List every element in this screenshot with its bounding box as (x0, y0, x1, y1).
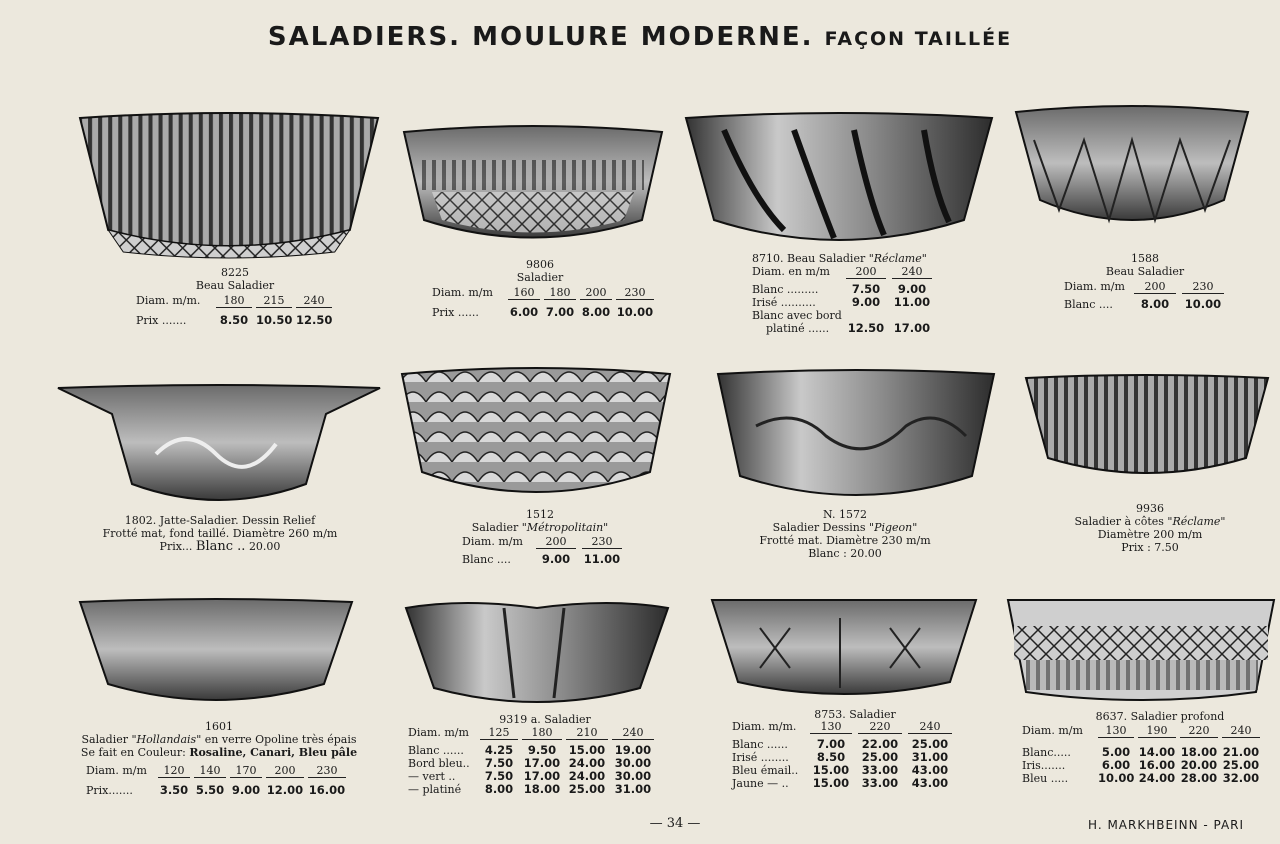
line1-9936: Saladier à côtes (1074, 515, 1164, 528)
quoted-1572: "Pigeon" (869, 521, 918, 534)
table-8225 (136, 294, 332, 327)
diam-label: Diam. m/m. (732, 720, 797, 733)
price-cell: 10.00 (1184, 297, 1222, 311)
size-cell: 130 (1098, 724, 1134, 738)
line1b-1601: en verre Opoline très épais (204, 733, 357, 746)
ref-1512: 1512 (526, 508, 554, 521)
price-cell: 9.00 (541, 552, 571, 566)
caption-8225 (130, 266, 340, 292)
price-label: Blanc .... (1064, 298, 1113, 311)
bowl-1601-illustration (78, 596, 354, 708)
size-cell: 180 (544, 286, 576, 300)
size-cell: 200 (1134, 280, 1176, 294)
price-cell: 10.00 (616, 305, 654, 319)
price-cell: 7.00 (816, 737, 846, 751)
row-label: — platiné (408, 783, 462, 796)
table-8710 (752, 265, 932, 335)
size-cell: 190 (1138, 724, 1176, 738)
table-9319 (408, 726, 654, 796)
price-cell: 12.50 (847, 321, 885, 335)
line1-1802: 1802. Jatte-Saladier. Dessin Relief (124, 514, 316, 527)
bowl-9319-icon (404, 598, 670, 708)
diam-label: Diam. m/m (432, 286, 493, 299)
price-cell: 12.50 (296, 313, 333, 327)
bowl-8753-illustration (710, 598, 978, 702)
ref-9806: 9806 (526, 258, 554, 271)
title-sub: FAÇON TAILLÉE (824, 28, 1013, 50)
bowl-1802-illustration (56, 384, 382, 514)
line2b-1601: Rosaline, Canari, Bleu pâle (189, 746, 358, 759)
price-label: Prix....... (86, 784, 133, 797)
quoted-1512: "Métropolitain" (521, 521, 609, 534)
size-cell: 140 (194, 764, 226, 778)
table-8753 (732, 720, 952, 790)
row-label: Bord bleu.. (408, 757, 470, 770)
size-cell: 200 (846, 265, 886, 279)
row-label: Bleu ..... (1022, 772, 1069, 785)
price-cell: 22.00 (861, 737, 899, 751)
line3-1572: Blanc : 20.00 (808, 547, 882, 560)
diam-label: Diam. m/m (408, 726, 469, 739)
diam-label: Diam. m/m. (136, 294, 201, 307)
bowl-1802-icon (56, 384, 382, 514)
bowl-9319-illustration (404, 598, 670, 708)
name-9806: Saladier (516, 271, 564, 284)
price-cell: 30.00 (614, 769, 652, 783)
diam-label: Diam. m/m (1022, 724, 1083, 737)
table-1512 (462, 535, 622, 566)
price-label: Prix ....... (136, 314, 187, 327)
blanc-label: Blanc .. (195, 539, 246, 554)
row-label: Irisé .......... (752, 296, 816, 309)
price-cell: 10.50 (256, 313, 293, 327)
diam-label: Diam. m/m (462, 535, 523, 548)
bowl-8225-illustration (78, 112, 380, 260)
row-label: platiné ...... (766, 322, 830, 335)
price-cell: 14.00 (1138, 745, 1176, 759)
price-cell: 6.00 (509, 305, 539, 319)
price-cell: 33.00 (861, 763, 899, 777)
row-label: Jaune — .. (732, 777, 789, 790)
row-label: Iris....... (1022, 759, 1066, 772)
price-cell: 32.00 (1222, 771, 1260, 785)
size-cell: 130 (810, 720, 852, 734)
price-cell: 19.00 (614, 743, 652, 757)
line2a-1601: Se fait en Couleur: (80, 746, 186, 759)
ref-1601: 1601 (205, 720, 233, 733)
price-cell: 25.00 (861, 750, 899, 764)
size-cell: 180 (522, 726, 562, 740)
size-cell: 210 (566, 726, 608, 740)
price-cell: 17.00 (523, 769, 561, 783)
bowl-9806-illustration (402, 120, 664, 250)
price-cell: 9.00 (897, 282, 927, 296)
size-cell: 200 (580, 286, 612, 300)
price-cell: 25.00 (911, 737, 949, 751)
price-cell: 15.00 (812, 776, 850, 790)
line2-1572: Frotté mat. Diamètre 230 m/m (759, 534, 931, 547)
price-cell: 12.00 (266, 783, 304, 797)
bowl-8753-icon (710, 598, 978, 702)
table-9806 (432, 286, 654, 319)
name-1588: Beau Saladier (1105, 265, 1185, 278)
diam-label: Diam. en m/m (752, 265, 830, 278)
bowl-1601-icon (78, 596, 354, 708)
ref-1588: 1588 (1131, 252, 1159, 265)
line3-9936: Prix : 7.50 (1121, 541, 1179, 554)
price-cell: 7.00 (545, 305, 575, 319)
row-label: Blanc..... (1022, 746, 1071, 759)
page-number: — 34 — (649, 816, 701, 831)
price-cell: 7.50 (484, 769, 514, 783)
row-label: Blanc avec bord (752, 309, 842, 322)
size-cell: 240 (612, 726, 654, 740)
price-cell: 33.00 (861, 776, 899, 790)
price-cell: 21.00 (1222, 745, 1260, 759)
bowl-1512-illustration (400, 362, 672, 502)
price-cell: 8.00 (1140, 297, 1170, 311)
size-cell: 215 (256, 294, 292, 308)
bowl-8637-illustration (1006, 598, 1276, 704)
bowl-1572-illustration (716, 366, 996, 506)
price-cell: 5.00 (1101, 745, 1131, 759)
name-8637: 8637. Saladier profond (1095, 710, 1225, 723)
price-cell: 8.00 (484, 782, 514, 796)
price-cell: 7.50 (484, 756, 514, 770)
price-cell: 3.50 (159, 783, 189, 797)
size-cell: 170 (230, 764, 262, 778)
bowl-8710-illustration (684, 110, 994, 250)
caption-8637 (1070, 710, 1250, 723)
price-cell: 15.00 (568, 743, 606, 757)
row-label: — vert .. (408, 770, 456, 783)
size-cell: 180 (216, 294, 252, 308)
price-cell: 10.00 (1098, 771, 1135, 785)
line2-9936: Diamètre 200 m/m (1097, 528, 1203, 541)
name-8753: 8753. Saladier (814, 708, 896, 721)
price-cell: 20.00 (1180, 758, 1218, 772)
size-cell: 230 (308, 764, 346, 778)
quoted-1601: "Hollandais" (131, 733, 202, 746)
price-cell: 30.00 (614, 756, 652, 770)
bowl-9936-illustration (1024, 372, 1270, 482)
line2-1802: Frotté mat, fond taillé. Diamètre 260 m/m (102, 527, 338, 540)
bowl-1588-illustration (1014, 100, 1250, 232)
caption-9936 (1060, 502, 1240, 554)
size-cell: 230 (616, 286, 654, 300)
quoted-8710: "Réclame" (868, 252, 927, 265)
size-cell: 240 (1222, 724, 1260, 738)
price-cell: 24.00 (568, 769, 606, 783)
name-8225: Beau Saladier (195, 279, 275, 292)
price-cell: 43.00 (911, 763, 949, 777)
name-8710: 8710. Beau Saladier (752, 252, 866, 265)
size-cell: 230 (582, 535, 622, 549)
price-cell: 11.00 (583, 552, 621, 566)
size-cell: 200 (266, 764, 304, 778)
price-cell: 8.00 (581, 305, 611, 319)
bowl-8225-icon (78, 112, 380, 260)
bowl-1572-icon (716, 366, 996, 506)
row-label: Bleu émail.. (732, 764, 799, 777)
table-8637 (1022, 724, 1260, 785)
price-cell: 9.00 (851, 295, 881, 309)
price-cell: 17.00 (893, 321, 931, 335)
price-cell: 6.00 (1101, 758, 1131, 772)
caption-9319 (470, 713, 620, 726)
price-cell: 24.00 (1138, 771, 1176, 785)
price-cell: 17.00 (523, 756, 561, 770)
name-1512: Saladier (471, 521, 519, 534)
price-cell: 9.50 (527, 743, 557, 757)
size-cell: 125 (480, 726, 518, 740)
table-1588 (1064, 280, 1224, 311)
price-label: Blanc .... (462, 553, 511, 566)
ref-8225: 8225 (221, 266, 249, 279)
caption-1588 (1070, 252, 1220, 278)
price-cell: 43.00 (911, 776, 949, 790)
table-1601 (86, 764, 346, 797)
row-label: Irisé ........ (732, 751, 789, 764)
quoted-9936: "Réclame" (1167, 515, 1226, 528)
size-cell: 240 (908, 720, 952, 734)
price-cell: 15.00 (812, 763, 850, 777)
caption-1572 (740, 508, 950, 560)
caption-8710 (752, 252, 942, 265)
size-cell: 220 (1180, 724, 1218, 738)
price-cell: 24.00 (568, 756, 606, 770)
row-label: Blanc ...... (408, 744, 464, 757)
caption-1512 (440, 508, 640, 534)
price-cell: 25.00 (1222, 758, 1260, 772)
size-cell: 160 (508, 286, 540, 300)
price-cell: 9.00 (231, 783, 261, 797)
price-cell: 16.00 (1138, 758, 1176, 772)
size-cell: 200 (536, 535, 576, 549)
price-cell: 18.00 (523, 782, 561, 796)
price-cell: 16.00 (308, 783, 346, 797)
line1-1572: Saladier Dessins (772, 521, 866, 534)
size-cell: 120 (158, 764, 190, 778)
bowl-9936-icon (1024, 372, 1270, 482)
name-9319: 9319 a. Saladier (499, 713, 591, 726)
bowl-9806-icon (402, 120, 664, 250)
maker-imprint: H. MARKHBEINN - PARI (1088, 818, 1245, 832)
size-cell: 240 (296, 294, 332, 308)
price-cell: 5.50 (195, 783, 225, 797)
price-cell: 8.50 (219, 313, 249, 327)
size-cell: 230 (1182, 280, 1224, 294)
page-title (0, 22, 1280, 52)
caption-1802 (80, 514, 360, 553)
price-cell: 18.00 (1180, 745, 1218, 759)
price-cell: 28.00 (1180, 771, 1218, 785)
caption-9806 (440, 258, 640, 284)
line1a-1601: Saladier (81, 733, 128, 746)
title-main: SALADIERS. MOULURE MODERNE. (267, 22, 814, 52)
price-cell: 4.25 (484, 743, 514, 757)
caption-1601 (74, 720, 364, 759)
price-cell: 31.00 (911, 750, 949, 764)
size-cell: 220 (858, 720, 902, 734)
row-label: Blanc ......... (752, 283, 819, 296)
diam-label: Diam. m/m (1064, 280, 1125, 293)
price-cell: 31.00 (614, 782, 652, 796)
price-cell: 7.50 (851, 282, 881, 296)
ref-1572: N. 1572 (823, 508, 867, 521)
bowl-1588-icon (1014, 100, 1250, 232)
bowl-8710-icon (684, 110, 994, 250)
diam-label: Diam. m/m (86, 764, 147, 777)
price-1802: 20.00 (248, 540, 281, 553)
ref-9936: 9936 (1136, 502, 1164, 515)
bowl-8637-icon (1006, 598, 1276, 704)
size-cell: 240 (892, 265, 932, 279)
price-cell: 8.50 (816, 750, 846, 764)
price-cell: 25.00 (568, 782, 606, 796)
row-label: Blanc ...... (732, 738, 788, 751)
price-label: Prix ...... (432, 306, 479, 319)
bowl-1512-icon (400, 362, 672, 502)
price-label: Prix... (159, 540, 193, 553)
price-cell: 11.00 (893, 295, 931, 309)
